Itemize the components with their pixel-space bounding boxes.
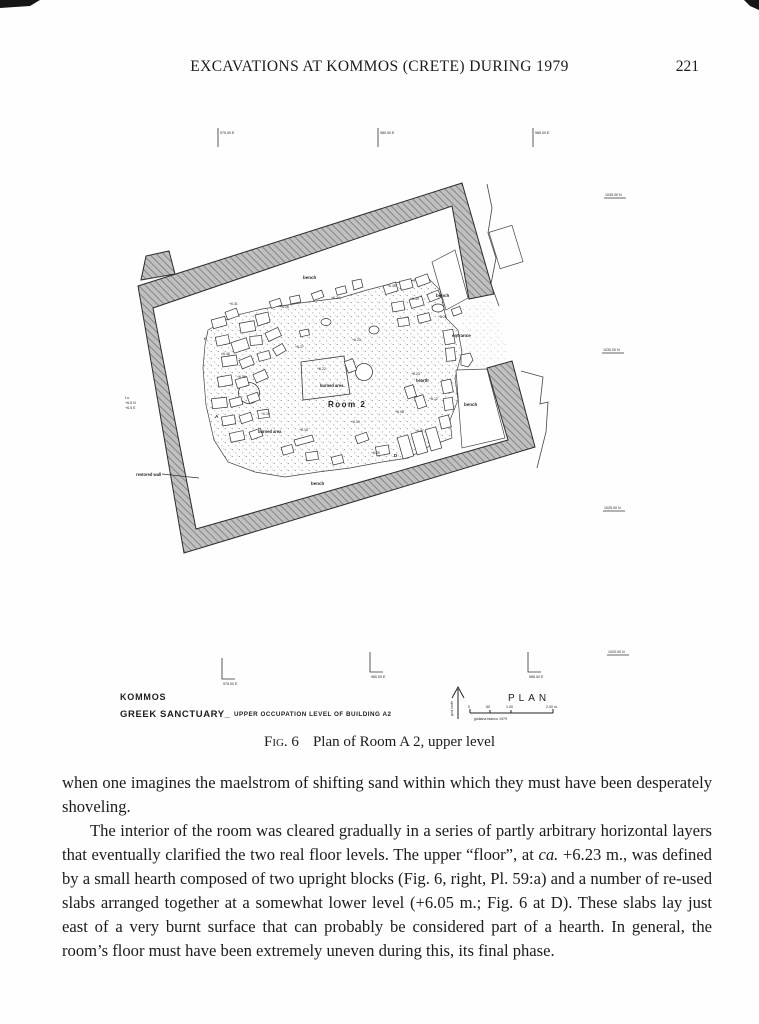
west-grid-note	[125, 396, 136, 410]
entrance-label: entrance	[452, 333, 471, 338]
grid-labels-right	[602, 193, 629, 655]
restored-wall-label: restored wall	[136, 472, 162, 477]
svg-text:+6.07: +6.07	[415, 429, 424, 433]
svg-text:+6.35: +6.35	[387, 284, 396, 288]
column-base	[356, 364, 373, 381]
grid-label: 985.00 E	[529, 675, 544, 679]
scale-bar	[470, 709, 553, 713]
burned-area-label-2: burned area	[258, 429, 282, 434]
figure-caption-label: Fig. 6	[263, 734, 299, 750]
paragraph-2	[62, 819, 712, 963]
paragraph-1: when one imagines the maelstrom of shifting sand within which they must have been desperately shoveling.	[62, 773, 712, 816]
scale-tick: 2.00 m.	[546, 705, 558, 709]
plan-heading: PLAN	[508, 693, 551, 704]
hearth-label: hearth	[416, 378, 429, 383]
paragraph-2-segment: +6.23 m., was defined by a small hearth composed of two upright blocks (Fig. 6, right, Pl. 59:a) and a number of re-used slabs arranged together at a somewhat lower level (+6.05 m.; Fig. 6 at D). These slabs lay just east of a very burnt surface that can probably be considered part of a hearth. In general, the room’s floor must have been extremely uneven during this, its final phase.	[62, 845, 712, 960]
grid-label: 980.00 E	[380, 131, 395, 135]
svg-text:1025.00 N: 1025.00 N	[604, 506, 621, 510]
bench-label-ne: bench	[436, 293, 450, 298]
svg-text:t.o.: t.o.	[125, 396, 130, 400]
svg-text:+6.19: +6.19	[261, 412, 270, 416]
svg-text:+6.26: +6.26	[438, 315, 447, 319]
svg-text:+6.24: +6.24	[331, 296, 340, 300]
paragraph-2-italic: ca.	[538, 845, 559, 864]
svg-text:+6.5 N: +6.5 N	[125, 401, 136, 405]
svg-text:1020.00 N: 1020.00 N	[608, 650, 625, 654]
body-text	[62, 771, 712, 963]
burned-area-label: burned area	[320, 383, 344, 388]
running-head: EXCAVATIONS AT KOMMOS (CRETE) DURING 1979	[190, 58, 569, 75]
svg-text:+6.27: +6.27	[295, 345, 304, 349]
site-subtitle: GREEK SANCTUARY_	[120, 709, 231, 720]
grid-ticks-top	[218, 128, 533, 147]
figure-caption-text: Plan of Room A 2, upper level	[312, 734, 496, 750]
svg-text:+6.31: +6.31	[229, 302, 238, 306]
grid-label: 985.00 E	[535, 131, 550, 135]
svg-text:+6.08: +6.08	[395, 410, 404, 414]
svg-text:+6.5 E: +6.5 E	[125, 406, 136, 410]
svg-text:+6.23: +6.23	[411, 372, 420, 376]
site-name: KOMMOS	[120, 692, 167, 702]
svg-text:+6.36: +6.36	[237, 375, 246, 379]
paragraph-2-segment: The interior of the room was cleared gradually in a series of partly arbitrary horizontal layers that eventually clarified the two real floor levels. The upper “floor”, at	[62, 821, 712, 864]
scale-tick: .50	[485, 705, 490, 709]
room-label: Room 2	[328, 400, 367, 409]
svg-text:+6.30: +6.30	[410, 297, 419, 301]
feature-letter-a: A	[215, 414, 219, 419]
svg-text:+6.10: +6.10	[351, 420, 360, 424]
svg-text:+6.22: +6.22	[317, 367, 326, 371]
svg-text:+6.05: +6.05	[371, 451, 380, 455]
grid-label: 980.00 E	[371, 675, 386, 679]
bench-label-east: bench	[464, 402, 478, 407]
north-arrow-label: grid north	[450, 700, 454, 716]
site-subtitle-detail: UPPER OCCUPATION LEVEL OF BUILDING A2	[234, 711, 392, 718]
bench-label-bottom: bench	[311, 481, 325, 486]
svg-text:1035.00 N: 1035.00 N	[605, 193, 622, 197]
feature-letter-c: c	[204, 336, 207, 341]
scan-artifact	[0, 0, 759, 10]
scale-tick: 1.00	[506, 705, 513, 709]
svg-text:+6.40: +6.40	[221, 352, 230, 356]
figure-caption	[0, 734, 759, 751]
bench-label-top: bench	[303, 275, 317, 280]
svg-text:+6.28: +6.28	[280, 305, 289, 309]
scale-credit: giuliana bianco 1979	[474, 717, 507, 721]
feature-letter-d: D	[394, 453, 398, 458]
svg-text:1030.00 N: 1030.00 N	[603, 348, 620, 352]
svg-text:+6.15: +6.15	[299, 428, 308, 432]
center-spot-elevation: +6.23	[352, 338, 361, 342]
grid-label: 975.00 E	[223, 682, 238, 686]
svg-text:+6.12: +6.12	[429, 397, 438, 401]
grid-label: 975.00 E	[220, 131, 235, 135]
scale-tick: 0	[468, 705, 470, 709]
page-number: 221	[675, 58, 699, 75]
